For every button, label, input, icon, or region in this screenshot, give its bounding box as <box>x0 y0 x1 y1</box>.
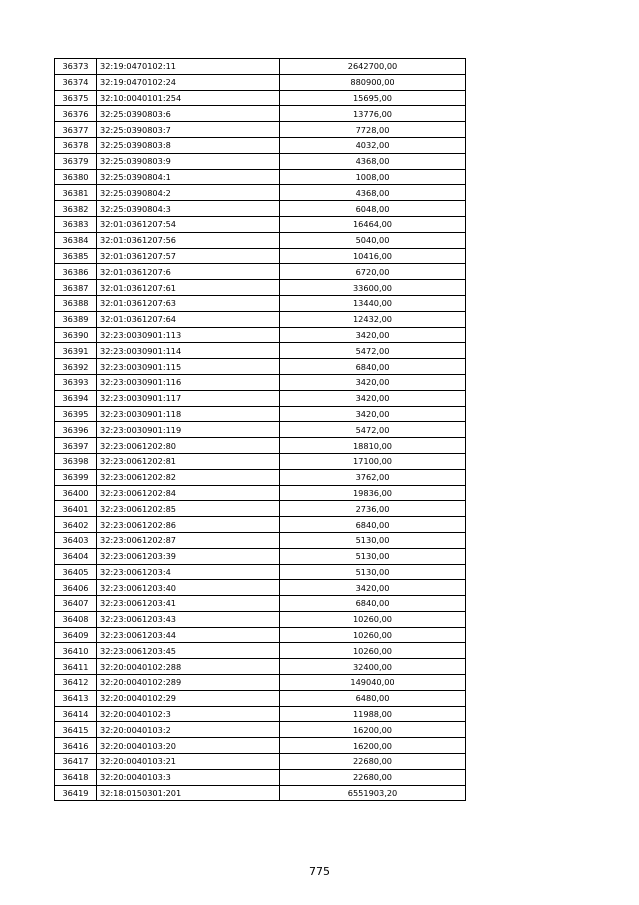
page-number: 775 <box>309 865 330 878</box>
table-row <box>55 74 466 90</box>
value-cell: 18810,00 <box>280 438 466 454</box>
table-row <box>55 106 466 122</box>
row-number-cell: 36412 <box>55 675 97 691</box>
row-number-cell: 36400 <box>55 485 97 501</box>
table-row <box>55 469 466 485</box>
table-row <box>55 596 466 612</box>
value-cell: 5472,00 <box>280 422 466 438</box>
value-cell: 32400,00 <box>280 659 466 675</box>
value-cell: 12432,00 <box>280 311 466 327</box>
row-number-cell: 36408 <box>55 611 97 627</box>
value-cell: 3420,00 <box>280 580 466 596</box>
table-row <box>55 627 466 643</box>
row-number-cell: 36410 <box>55 643 97 659</box>
value-cell: 5130,00 <box>280 564 466 580</box>
cadastral-number-cell: 32:23:0030901:119 <box>97 422 280 438</box>
cadastral-number-cell: 32:23:0030901:117 <box>97 390 280 406</box>
row-number-cell: 36391 <box>55 343 97 359</box>
table-row <box>55 280 466 296</box>
value-cell: 13776,00 <box>280 106 466 122</box>
table-row <box>55 611 466 627</box>
cadastral-number-cell: 32:23:0061202:80 <box>97 438 280 454</box>
table-row <box>55 643 466 659</box>
row-number-cell: 36409 <box>55 627 97 643</box>
value-cell: 11988,00 <box>280 706 466 722</box>
cadastral-number-cell: 32:23:0030901:114 <box>97 343 280 359</box>
table-row <box>55 438 466 454</box>
value-cell: 6840,00 <box>280 517 466 533</box>
row-number-cell: 36404 <box>55 548 97 564</box>
value-cell: 4032,00 <box>280 137 466 153</box>
cadastral-number-cell: 32:01:0361207:64 <box>97 311 280 327</box>
value-cell: 33600,00 <box>280 280 466 296</box>
row-number-cell: 36394 <box>55 390 97 406</box>
cadastral-number-cell: 32:25:0390804:1 <box>97 169 280 185</box>
value-cell: 16200,00 <box>280 722 466 738</box>
table-row <box>55 532 466 548</box>
cadastral-number-cell: 32:23:0030901:118 <box>97 406 280 422</box>
value-cell: 6840,00 <box>280 359 466 375</box>
row-number-cell: 36397 <box>55 438 97 454</box>
row-number-cell: 36417 <box>55 754 97 770</box>
value-cell: 2736,00 <box>280 501 466 517</box>
value-cell: 6480,00 <box>280 690 466 706</box>
cadastral-number-cell: 32:20:0040102:3 <box>97 706 280 722</box>
value-cell: 149040,00 <box>280 675 466 691</box>
table-row <box>55 659 466 675</box>
value-cell: 880900,00 <box>280 74 466 90</box>
value-cell: 17100,00 <box>280 453 466 469</box>
cadastral-number-cell: 32:25:0390803:6 <box>97 106 280 122</box>
row-number-cell: 36377 <box>55 122 97 138</box>
cadastral-number-cell: 32:23:0061203:44 <box>97 627 280 643</box>
cadastral-number-cell: 32:20:0040102:29 <box>97 690 280 706</box>
row-number-cell: 36413 <box>55 690 97 706</box>
table-row <box>55 690 466 706</box>
table-row <box>55 517 466 533</box>
row-number-cell: 36414 <box>55 706 97 722</box>
register-table-body <box>55 59 466 801</box>
row-number-cell: 36418 <box>55 769 97 785</box>
row-number-cell: 36375 <box>55 90 97 106</box>
value-cell: 7728,00 <box>280 122 466 138</box>
cadastral-number-cell: 32:01:0361207:61 <box>97 280 280 296</box>
value-cell: 22680,00 <box>280 769 466 785</box>
value-cell: 5130,00 <box>280 548 466 564</box>
table-row <box>55 580 466 596</box>
table-row <box>55 137 466 153</box>
cadastral-number-cell: 32:23:0061202:84 <box>97 485 280 501</box>
row-number-cell: 36395 <box>55 406 97 422</box>
value-cell: 4368,00 <box>280 153 466 169</box>
row-number-cell: 36390 <box>55 327 97 343</box>
cadastral-number-cell: 32:25:0390803:8 <box>97 137 280 153</box>
row-number-cell: 36392 <box>55 359 97 375</box>
value-cell: 10260,00 <box>280 627 466 643</box>
row-number-cell: 36405 <box>55 564 97 580</box>
table-row <box>55 675 466 691</box>
table-row <box>55 90 466 106</box>
value-cell: 3420,00 <box>280 327 466 343</box>
table-row <box>55 738 466 754</box>
cadastral-number-cell: 32:23:0061203:45 <box>97 643 280 659</box>
table-row <box>55 406 466 422</box>
value-cell: 16200,00 <box>280 738 466 754</box>
cadastral-number-cell: 32:25:0390804:2 <box>97 185 280 201</box>
value-cell: 10260,00 <box>280 643 466 659</box>
table-row <box>55 422 466 438</box>
row-number-cell: 36401 <box>55 501 97 517</box>
cadastral-number-cell: 32:25:0390803:9 <box>97 153 280 169</box>
cadastral-number-cell: 32:20:0040102:289 <box>97 675 280 691</box>
cadastral-number-cell: 32:23:0061203:39 <box>97 548 280 564</box>
cadastral-number-cell: 32:20:0040103:3 <box>97 769 280 785</box>
table-row <box>55 311 466 327</box>
row-number-cell: 36386 <box>55 264 97 280</box>
row-number-cell: 36415 <box>55 722 97 738</box>
table-row <box>55 264 466 280</box>
cadastral-number-cell: 32:23:0061202:85 <box>97 501 280 517</box>
value-cell: 6048,00 <box>280 201 466 217</box>
table-row <box>55 501 466 517</box>
table-row <box>55 359 466 375</box>
value-cell: 3420,00 <box>280 374 466 390</box>
row-number-cell: 36373 <box>55 59 97 75</box>
value-cell: 13440,00 <box>280 295 466 311</box>
table-row <box>55 185 466 201</box>
table-row <box>55 343 466 359</box>
cadastral-number-cell: 32:19:0470102:24 <box>97 74 280 90</box>
value-cell: 10416,00 <box>280 248 466 264</box>
value-cell: 5472,00 <box>280 343 466 359</box>
table-row <box>55 232 466 248</box>
table-row <box>55 453 466 469</box>
table-row <box>55 295 466 311</box>
cadastral-number-cell: 32:01:0361207:56 <box>97 232 280 248</box>
row-number-cell: 36388 <box>55 295 97 311</box>
value-cell: 3420,00 <box>280 406 466 422</box>
table-row <box>55 390 466 406</box>
cadastral-number-cell: 32:25:0390804:3 <box>97 201 280 217</box>
value-cell: 3420,00 <box>280 390 466 406</box>
cadastral-number-cell: 32:19:0470102:11 <box>97 59 280 75</box>
cadastral-number-cell: 32:23:0061203:43 <box>97 611 280 627</box>
value-cell: 15695,00 <box>280 90 466 106</box>
value-cell: 1008,00 <box>280 169 466 185</box>
register-table <box>54 58 466 801</box>
cadastral-number-cell: 32:23:0061202:87 <box>97 532 280 548</box>
table-row <box>55 564 466 580</box>
cadastral-number-cell: 32:20:0040103:21 <box>97 754 280 770</box>
value-cell: 10260,00 <box>280 611 466 627</box>
value-cell: 4368,00 <box>280 185 466 201</box>
table-row <box>55 722 466 738</box>
cadastral-number-cell: 32:23:0061203:41 <box>97 596 280 612</box>
cadastral-number-cell: 32:01:0361207:57 <box>97 248 280 264</box>
value-cell: 6551903,20 <box>280 785 466 801</box>
row-number-cell: 36383 <box>55 216 97 232</box>
row-number-cell: 36378 <box>55 137 97 153</box>
cadastral-number-cell: 32:23:0030901:116 <box>97 374 280 390</box>
table-row <box>55 485 466 501</box>
value-cell: 5040,00 <box>280 232 466 248</box>
row-number-cell: 36403 <box>55 532 97 548</box>
cadastral-number-cell: 32:23:0061203:4 <box>97 564 280 580</box>
table-row <box>55 153 466 169</box>
table-row <box>55 548 466 564</box>
table-row <box>55 327 466 343</box>
row-number-cell: 36385 <box>55 248 97 264</box>
row-number-cell: 36399 <box>55 469 97 485</box>
cadastral-number-cell: 32:23:0030901:113 <box>97 327 280 343</box>
row-number-cell: 36396 <box>55 422 97 438</box>
cadastral-number-cell: 32:23:0061203:40 <box>97 580 280 596</box>
cadastral-number-cell: 32:18:0150301:201 <box>97 785 280 801</box>
value-cell: 19836,00 <box>280 485 466 501</box>
row-number-cell: 36387 <box>55 280 97 296</box>
row-number-cell: 36402 <box>55 517 97 533</box>
cadastral-number-cell: 32:20:0040103:20 <box>97 738 280 754</box>
row-number-cell: 36398 <box>55 453 97 469</box>
table-row <box>55 216 466 232</box>
table-row <box>55 59 466 75</box>
cadastral-number-cell: 32:01:0361207:54 <box>97 216 280 232</box>
row-number-cell: 36407 <box>55 596 97 612</box>
row-number-cell: 36382 <box>55 201 97 217</box>
cadastral-number-cell: 32:01:0361207:6 <box>97 264 280 280</box>
table-row <box>55 169 466 185</box>
row-number-cell: 36381 <box>55 185 97 201</box>
value-cell: 6840,00 <box>280 596 466 612</box>
cadastral-number-cell: 32:01:0361207:63 <box>97 295 280 311</box>
table-row <box>55 754 466 770</box>
row-number-cell: 36380 <box>55 169 97 185</box>
row-number-cell: 36374 <box>55 74 97 90</box>
cadastral-number-cell: 32:20:0040103:2 <box>97 722 280 738</box>
table-row <box>55 769 466 785</box>
row-number-cell: 36376 <box>55 106 97 122</box>
table-row <box>55 706 466 722</box>
row-number-cell: 36419 <box>55 785 97 801</box>
row-number-cell: 36389 <box>55 311 97 327</box>
value-cell: 6720,00 <box>280 264 466 280</box>
row-number-cell: 36416 <box>55 738 97 754</box>
cadastral-number-cell: 32:23:0061202:86 <box>97 517 280 533</box>
cadastral-number-cell: 32:20:0040102:288 <box>97 659 280 675</box>
cadastral-number-cell: 32:23:0030901:115 <box>97 359 280 375</box>
row-number-cell: 36393 <box>55 374 97 390</box>
table-row <box>55 374 466 390</box>
cadastral-number-cell: 32:10:0040101:254 <box>97 90 280 106</box>
row-number-cell: 36379 <box>55 153 97 169</box>
cadastral-number-cell: 32:25:0390803:7 <box>97 122 280 138</box>
value-cell: 3762,00 <box>280 469 466 485</box>
value-cell: 16464,00 <box>280 216 466 232</box>
table-row <box>55 122 466 138</box>
value-cell: 22680,00 <box>280 754 466 770</box>
row-number-cell: 36411 <box>55 659 97 675</box>
cadastral-number-cell: 32:23:0061202:81 <box>97 453 280 469</box>
table-row <box>55 785 466 801</box>
table-row <box>55 201 466 217</box>
value-cell: 2642700,00 <box>280 59 466 75</box>
value-cell: 5130,00 <box>280 532 466 548</box>
table-row <box>55 248 466 264</box>
cadastral-number-cell: 32:23:0061202:82 <box>97 469 280 485</box>
row-number-cell: 36384 <box>55 232 97 248</box>
row-number-cell: 36406 <box>55 580 97 596</box>
